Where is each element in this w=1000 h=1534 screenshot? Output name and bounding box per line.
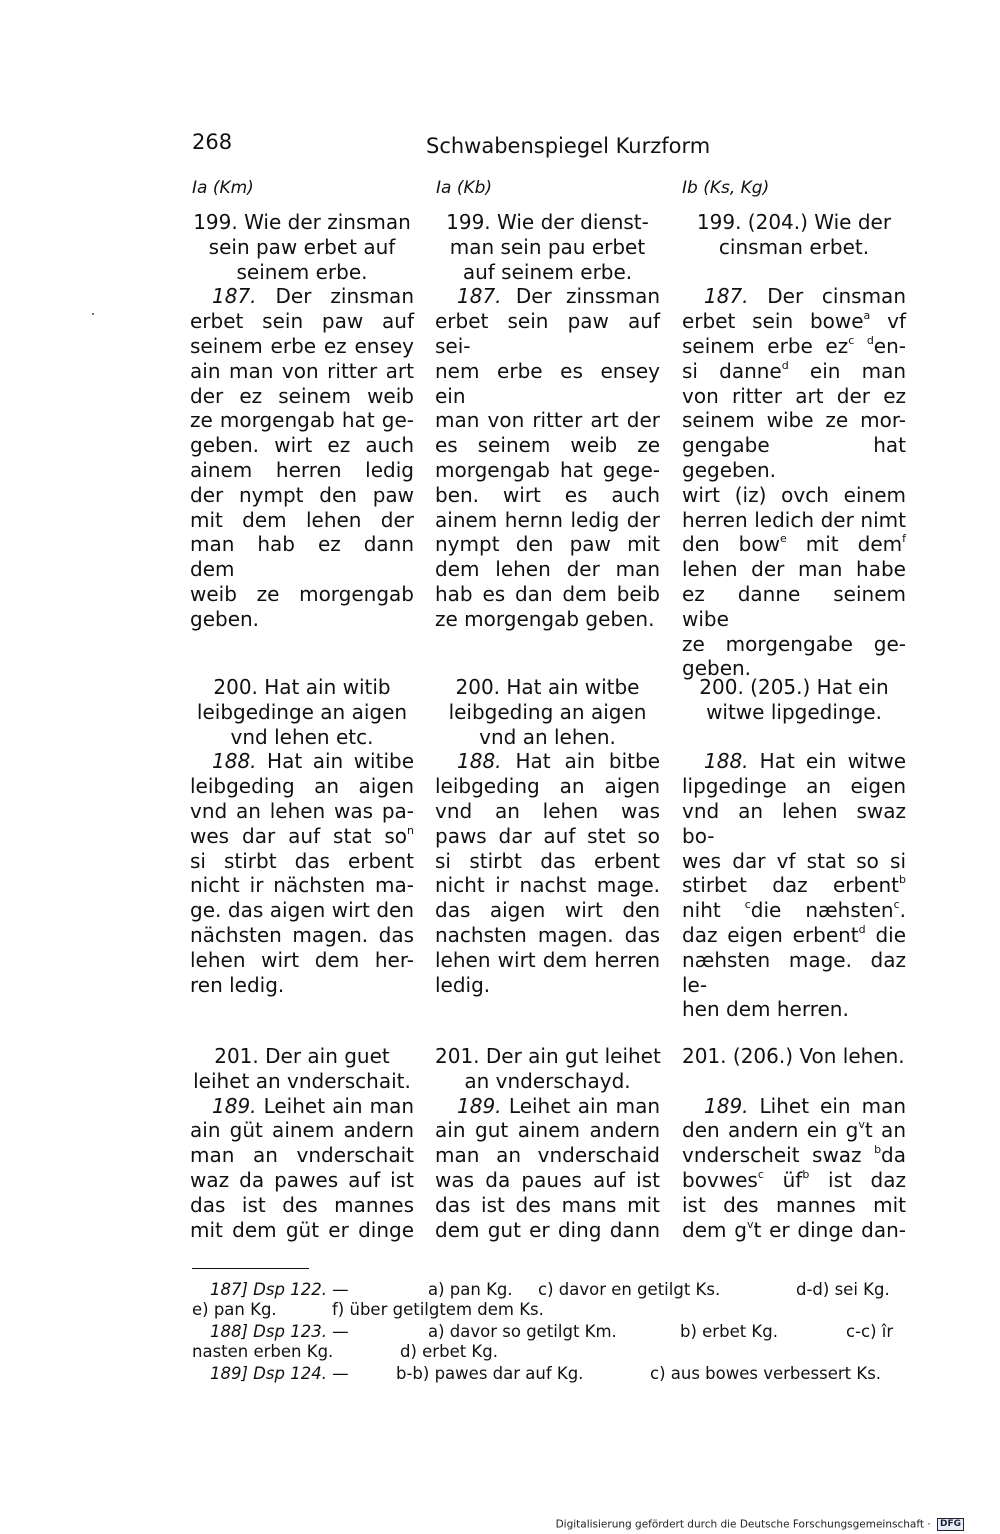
paragraph-line: von ritter art der ez [682,383,906,408]
paragraph-line: si danne$^d$ ein man [682,358,906,383]
paragraph-number: 188. [212,749,257,774]
column-3-section-200 [682,675,906,1022]
paragraph-line: ledig. [435,972,491,997]
footnote-line: d-d) sei Kg. [796,1280,890,1299]
section-title: leihet an vnderschait. [193,1068,411,1093]
footnote-mark: d [866,333,874,347]
footnote-line: c) davor en getilgt Ks. [538,1280,721,1299]
paragraph-line: dem lehen der man [435,557,660,582]
paragraph-line: ainem hernn ledig der [435,507,660,532]
paragraph-line: si stirbt das erbent [190,848,414,873]
paragraph-line: geben. wirt ez auch [190,433,414,458]
paragraph-line: dem $g^vt$ er dinge dan- [682,1217,906,1242]
paragraph-line: wirt (iz) ovch einem [682,482,906,507]
paragraph-number: 187. [704,284,749,309]
footnote-mark: d [781,358,789,372]
paragraph-number: 187. [212,284,257,309]
paragraph-line: man an vnderschaid [435,1143,660,1168]
paragraph-line: gengabe hat gegeben. [682,433,906,482]
paragraph-line: geben. [190,606,260,631]
footnote-line: a) davor so getilgt Km. [428,1322,617,1341]
paragraph-line: ain man von ritter art [190,358,414,383]
footnote-mark: a [863,309,871,323]
column-header-3: Ib (Ks, Kg) [682,178,770,198]
column-2-section-201 [435,1044,660,1242]
section-title: vnd an lehen. [479,724,616,749]
paragraph-line: lehen wirt dem herren [435,947,660,972]
running-title: Schwabenspiegel Kurzform [426,134,711,158]
paragraph-line: lehen wirt dem her- [190,947,414,972]
paragraph-line: lipgedinge an eigen [682,774,906,799]
paragraph-line: niht $^c$die næhsten$^c$. [682,898,906,923]
paragraph-line: das ist des mannes [190,1192,414,1217]
footnote-line: c) aus bowes verbessert Ks. [650,1364,882,1383]
paragraph-line: hab es dan dem beib [435,581,660,606]
column-2-section-200 [435,675,660,997]
paragraph-line: nem erbe es ensey ein [435,358,660,408]
footnote-mark: f [902,532,906,546]
paragraph-line: mit dem lehen der [190,507,414,532]
paragraph-number: 188. [704,749,749,774]
section-title: seinem erbe. [236,259,368,284]
footnote-mark: v [746,1217,754,1231]
paragraph-line: man an vnderschait [190,1143,414,1168]
footnote-rule [192,1268,309,1269]
footnote-mark: e [779,532,787,546]
paragraph-line: stirbet daz erbent$^b$ [682,873,906,898]
blank-line [682,260,906,285]
paragraph-line: 189. Lihet ein man [704,1093,906,1118]
page-number: 268 [192,130,233,154]
paragraph-line: den andern ein $g^vt$ an [682,1118,906,1143]
paragraph-line: den bow$^e$ mit dem$^f$ [682,532,906,557]
paragraph-line: leibgeding an aigen [190,774,414,799]
footnote-line: f) über getilgtem dem Ks. [332,1300,544,1319]
paragraph-line: es seinem weib ze [435,433,660,458]
dfg-logo: DFG [937,1518,964,1531]
column-header-2: Ia (Kb) [436,178,493,198]
paragraph-line: si stirbt das erbent [435,848,660,873]
paragraph-line: wes dar auf stat $so^n$ [190,823,414,848]
column-1-section-201 [190,1044,414,1242]
paragraph-line: herren ledich der nimt [682,507,906,532]
column-1-section-199 [190,210,414,632]
paragraph-line: nicht ir nachst mage. [435,873,660,898]
paragraph-line: daz eigen erbent$^d$ die [682,922,907,947]
section-title: leibgedinge an aigen [196,699,408,724]
paragraph-line: ze morgengab geben. [435,606,655,631]
paragraph-number: 187. [457,284,502,309]
paragraph-line: erbet sein bowe$^a$ vf [682,309,906,334]
paragraph-line: seinem erbe ez ensey [190,333,414,358]
paragraph-line: 187. Der zinsman [212,284,414,309]
footnote-mark: c [893,898,900,912]
section-title: auf seinem erbe. [462,259,633,284]
paragraph-line: 188. Hat ain bitbe [457,749,661,774]
paragraph-line: man hab ez dann dem [190,532,414,582]
section-title: an vnderschayd. [464,1068,631,1093]
footnote-mark: c [848,333,855,347]
paragraph-line: ez danne seinem wibe [682,581,906,631]
scan-speck [92,313,94,315]
section-title: 201. (206.) Von lehen. [682,1044,905,1068]
paragraph-line: ist des mannes mit [682,1192,906,1217]
paragraph-line: vnd an lehen swaz bo- [682,798,906,848]
paragraph-number: 189. [704,1093,749,1118]
paragraph-line: nicht ir nächsten ma- [190,873,414,898]
footnote-line: 188] Dsp 123. — [210,1322,349,1341]
paragraph-line: was da paues auf ist [435,1167,660,1192]
paragraph-line: der nympt den paw [190,482,414,507]
paragraph-line: 188. Hat ein witwe [704,749,906,774]
footnote-line: 189] Dsp 124. — [210,1364,349,1383]
paragraph-number: 189. [457,1093,502,1118]
paragraph-line: weib ze morgengab [190,581,414,606]
paragraph-line: erbet sein paw auf [190,309,414,334]
section-title: 199. Wie der zinsman [193,210,411,234]
paragraph-line: waz da pawes auf ist [190,1167,414,1192]
footnote-line: b-b) pawes dar auf Kg. [396,1364,584,1383]
column-3-section-199 [682,210,906,681]
paragraph-line: vnd an lehen was pa- [190,798,414,823]
paragraph-line: lehen der man habe [682,557,906,582]
paragraph-line: ge. das aigen wirt den [190,898,414,923]
footnote-line: c-c) îr [846,1322,894,1341]
footnote-line: b) erbet Kg. [680,1322,778,1341]
paragraph-line: der ez seinem weib [190,383,414,408]
blank-line [682,1069,906,1094]
paragraph-line: leibgeding an aigen [435,774,660,799]
paragraph-line: paws dar auf stet so [435,823,660,848]
paragraph-line: vnd an lehen was [435,798,660,823]
footnote-mark: b [874,1143,882,1157]
column-2-section-199 [435,210,660,632]
paragraph-line: dem gut er ding dann [435,1217,660,1242]
footnote-mark: b [899,873,906,887]
paragraph-line: bovwes$^c$ $üf^b$ ist daz [682,1167,906,1192]
paragraph-line: seinem erbe $ez^c$ $^d$en- [682,333,906,358]
paragraph-number: 188. [457,749,502,774]
paragraph-line: ain güt ainem andern [190,1118,414,1143]
footnote-mark: v [858,1118,865,1132]
section-title: vnd lehen etc. [230,724,374,749]
paragraph-line: 187. Der zinssman [457,284,660,309]
paragraph-line: erbet sein paw auf sei- [435,309,660,358]
paragraph-line: das aigen wirt den [435,898,660,923]
section-title: sein paw erbet auf [208,234,396,259]
digitization-credit: Digitalisierung gefördert durch die Deutsche Forschungsgemeinschaft · DFG [556,1518,964,1531]
footnote-mark: c [757,1167,764,1181]
section-title: 200. Hat ain witib [213,675,391,699]
column-header-1: Ia (Km) [192,178,254,198]
footnote-mark: c [744,898,751,912]
paragraph-line: vnderscheit swaz $^b$da [682,1143,906,1168]
paragraph-line: ze morgengab hat ge- [190,408,414,433]
paragraph-line: ren ledig. [190,972,285,997]
section-title: 199. (204.) Wie der [696,210,892,234]
section-title: 200. Hat ain witbe [455,675,640,699]
section-title: 201. Der ain guet [214,1044,390,1068]
blank-line [682,725,906,750]
paragraph-line: 189. Leihet ain man [457,1093,661,1118]
footnote-mark: d [858,922,866,936]
section-title: 201. Der ain gut leihet [435,1044,661,1068]
section-title: 199. Wie der dienst- [446,210,649,234]
footnote-line: d) erbet Kg. [400,1342,498,1361]
footnote-line: a) pan Kg. [428,1280,513,1299]
paragraph-line: man von ritter art der [435,408,660,433]
paragraph-line: nachsten magen. das [435,922,660,947]
paragraph-line: 189. Leihet ain man [212,1093,414,1118]
section-title: 200. (205.) Hat ein [699,675,889,699]
section-title: leibgeding an aigen [448,699,647,724]
paragraph-line: hen dem herren. [682,997,849,1022]
column-1-section-200 [190,675,414,997]
footnote-mark: n [407,823,414,837]
paragraph-line: ain gut ainem andern [435,1118,660,1143]
paragraph-line: das ist des mans mit [435,1192,660,1217]
paragraph-line: wes dar vf stat so si [682,848,906,873]
footnote-line: 187] Dsp 122. — [210,1280,349,1299]
paragraph-line: geben. [682,656,752,681]
section-title: witwe lipgedinge. [706,699,882,724]
paragraph-line: 188. Hat ain witibe [212,749,415,774]
paragraph-line: 187. Der cinsman [704,284,906,309]
paragraph-line: nächsten magen. das [190,922,414,947]
paragraph-line: næhsten mage. daz le- [682,947,906,997]
paragraph-line: mit dem güt er dinge [190,1217,414,1242]
footnote-mark: b [802,1167,810,1181]
paragraph-line: nympt den paw mit [435,532,660,557]
footnote-line: nasten erben Kg. [192,1342,334,1361]
paragraph-line: ze morgengabe ge- [682,631,906,656]
section-title: cinsman erbet. [718,234,870,259]
column-3-section-201 [682,1044,906,1242]
paragraph-line: ainem herren ledig [190,457,414,482]
paragraph-number: 189. [212,1093,257,1118]
paragraph-line: morgengab hat gege- [435,457,660,482]
paragraph-line: ben. wirt es auch [435,482,660,507]
section-title: man sein pau erbet [449,234,646,259]
paragraph-line: seinem wibe ze mor- [682,408,906,433]
footnote-line: e) pan Kg. [192,1300,277,1319]
